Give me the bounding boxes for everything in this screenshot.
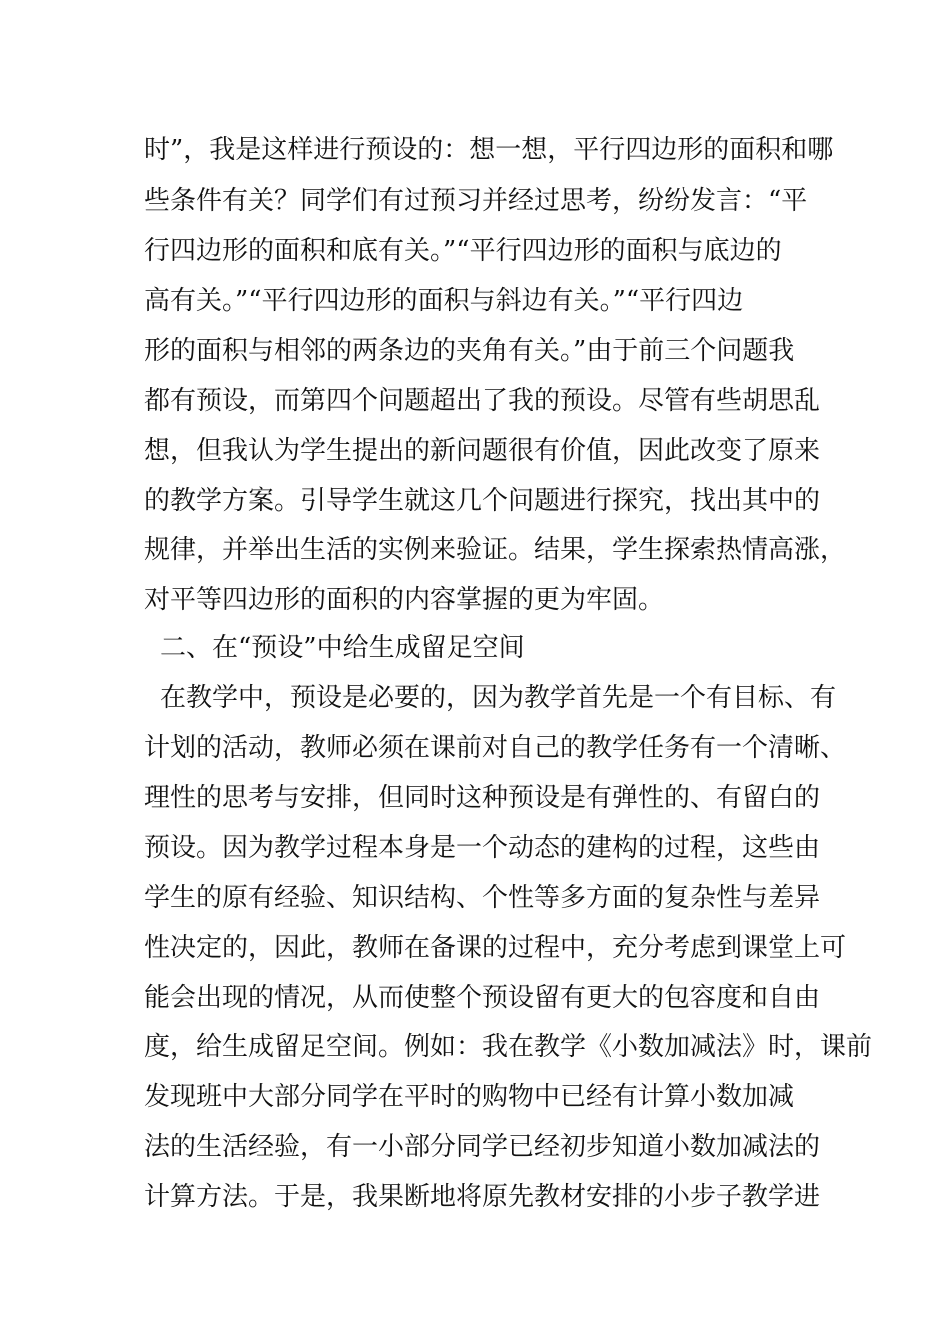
body-text-line: 预设。因为教学过程本身是一个动态的建构的过程，这些由 [144, 833, 821, 863]
body-text-line: 的教学方案。引导学生就这几个问题进行探究，找出其中的 [144, 486, 821, 516]
body-text-line: 法的生活经验，有一小部分同学已经初步知道小数加减法的 [144, 1132, 821, 1162]
body-text-line: 对平等四边形的面积的内容掌握的更为牢固。 [144, 585, 665, 615]
body-text-line: 计算方法。于是，我果断地将原先教材安排的小步子教学进 [144, 1182, 821, 1212]
body-text-line: 在教学中，预设是必要的，因为教学首先是一个有目标、有 [160, 683, 837, 713]
body-text-line: 学生的原有经验、知识结构、个性等多方面的复杂性与差异 [144, 883, 821, 913]
body-text-line: 想，但我认为学生提出的新问题很有价值，因此改变了原来 [144, 436, 821, 466]
body-text-line: 些条件有关？同学们有过预习并经过思考，纷纷发言：“平 [144, 186, 808, 216]
section-heading: 二、在“预设”中给生成留足空间 [160, 633, 525, 663]
body-text-line: 时”，我是这样进行预设的：想一想，平行四边形的面积和哪 [144, 135, 834, 165]
body-text-line: 能会出现的情况，从而使整个预设留有更大的包容度和自由 [144, 983, 821, 1013]
body-text-line: 形的面积与相邻的两条边的夹角有关。”由于前三个问题我 [144, 336, 795, 366]
body-text-line: 都有预设，而第四个问题超出了我的预设。尽管有些胡思乱 [144, 386, 821, 416]
body-text-line: 高有关。”“平行四边形的面积与斜边有关。”“平行四边 [144, 286, 744, 316]
body-text-line: 规律，并举出生活的实例来验证。结果，学生探索热情高涨， [144, 535, 847, 565]
body-text-line: 性决定的，因此，教师在备课的过程中，充分考虑到课堂上可 [144, 933, 847, 963]
body-text-line: 发现班中大部分同学在平时的购物中已经有计算小数加减 [144, 1082, 795, 1112]
body-text-line: 理性的思考与安排，但同时这种预设是有弹性的、有留白的 [144, 783, 821, 813]
body-text-line: 行四边形的面积和底有关。”“平行四边形的面积与底边的 [144, 236, 782, 266]
body-text-line: 度，给生成留足空间。例如：我在教学《小数加减法》时，课前 [144, 1032, 873, 1062]
body-text-line: 计划的活动，教师必须在课前对自己的教学任务有一个清晰、 [144, 733, 847, 763]
